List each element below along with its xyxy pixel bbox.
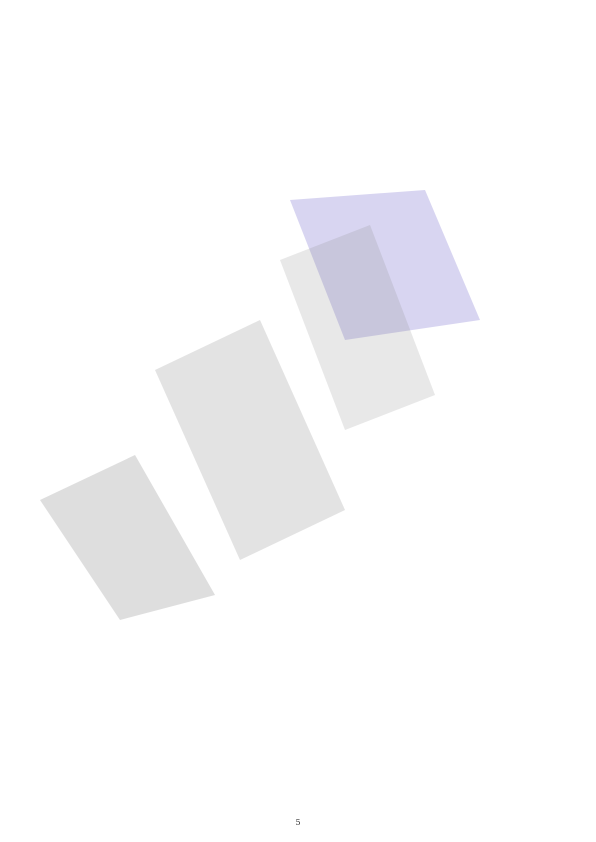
paragraph-3: [28, 72, 568, 86]
paragraph-1: [28, 34, 568, 48]
page-number: 5: [295, 818, 301, 827]
paragraph-6: [28, 129, 568, 143]
paragraph-2: [28, 53, 568, 67]
paragraph-5: [28, 110, 568, 124]
document-page: [28, 34, 568, 794]
paragraph-4: [28, 91, 568, 105]
